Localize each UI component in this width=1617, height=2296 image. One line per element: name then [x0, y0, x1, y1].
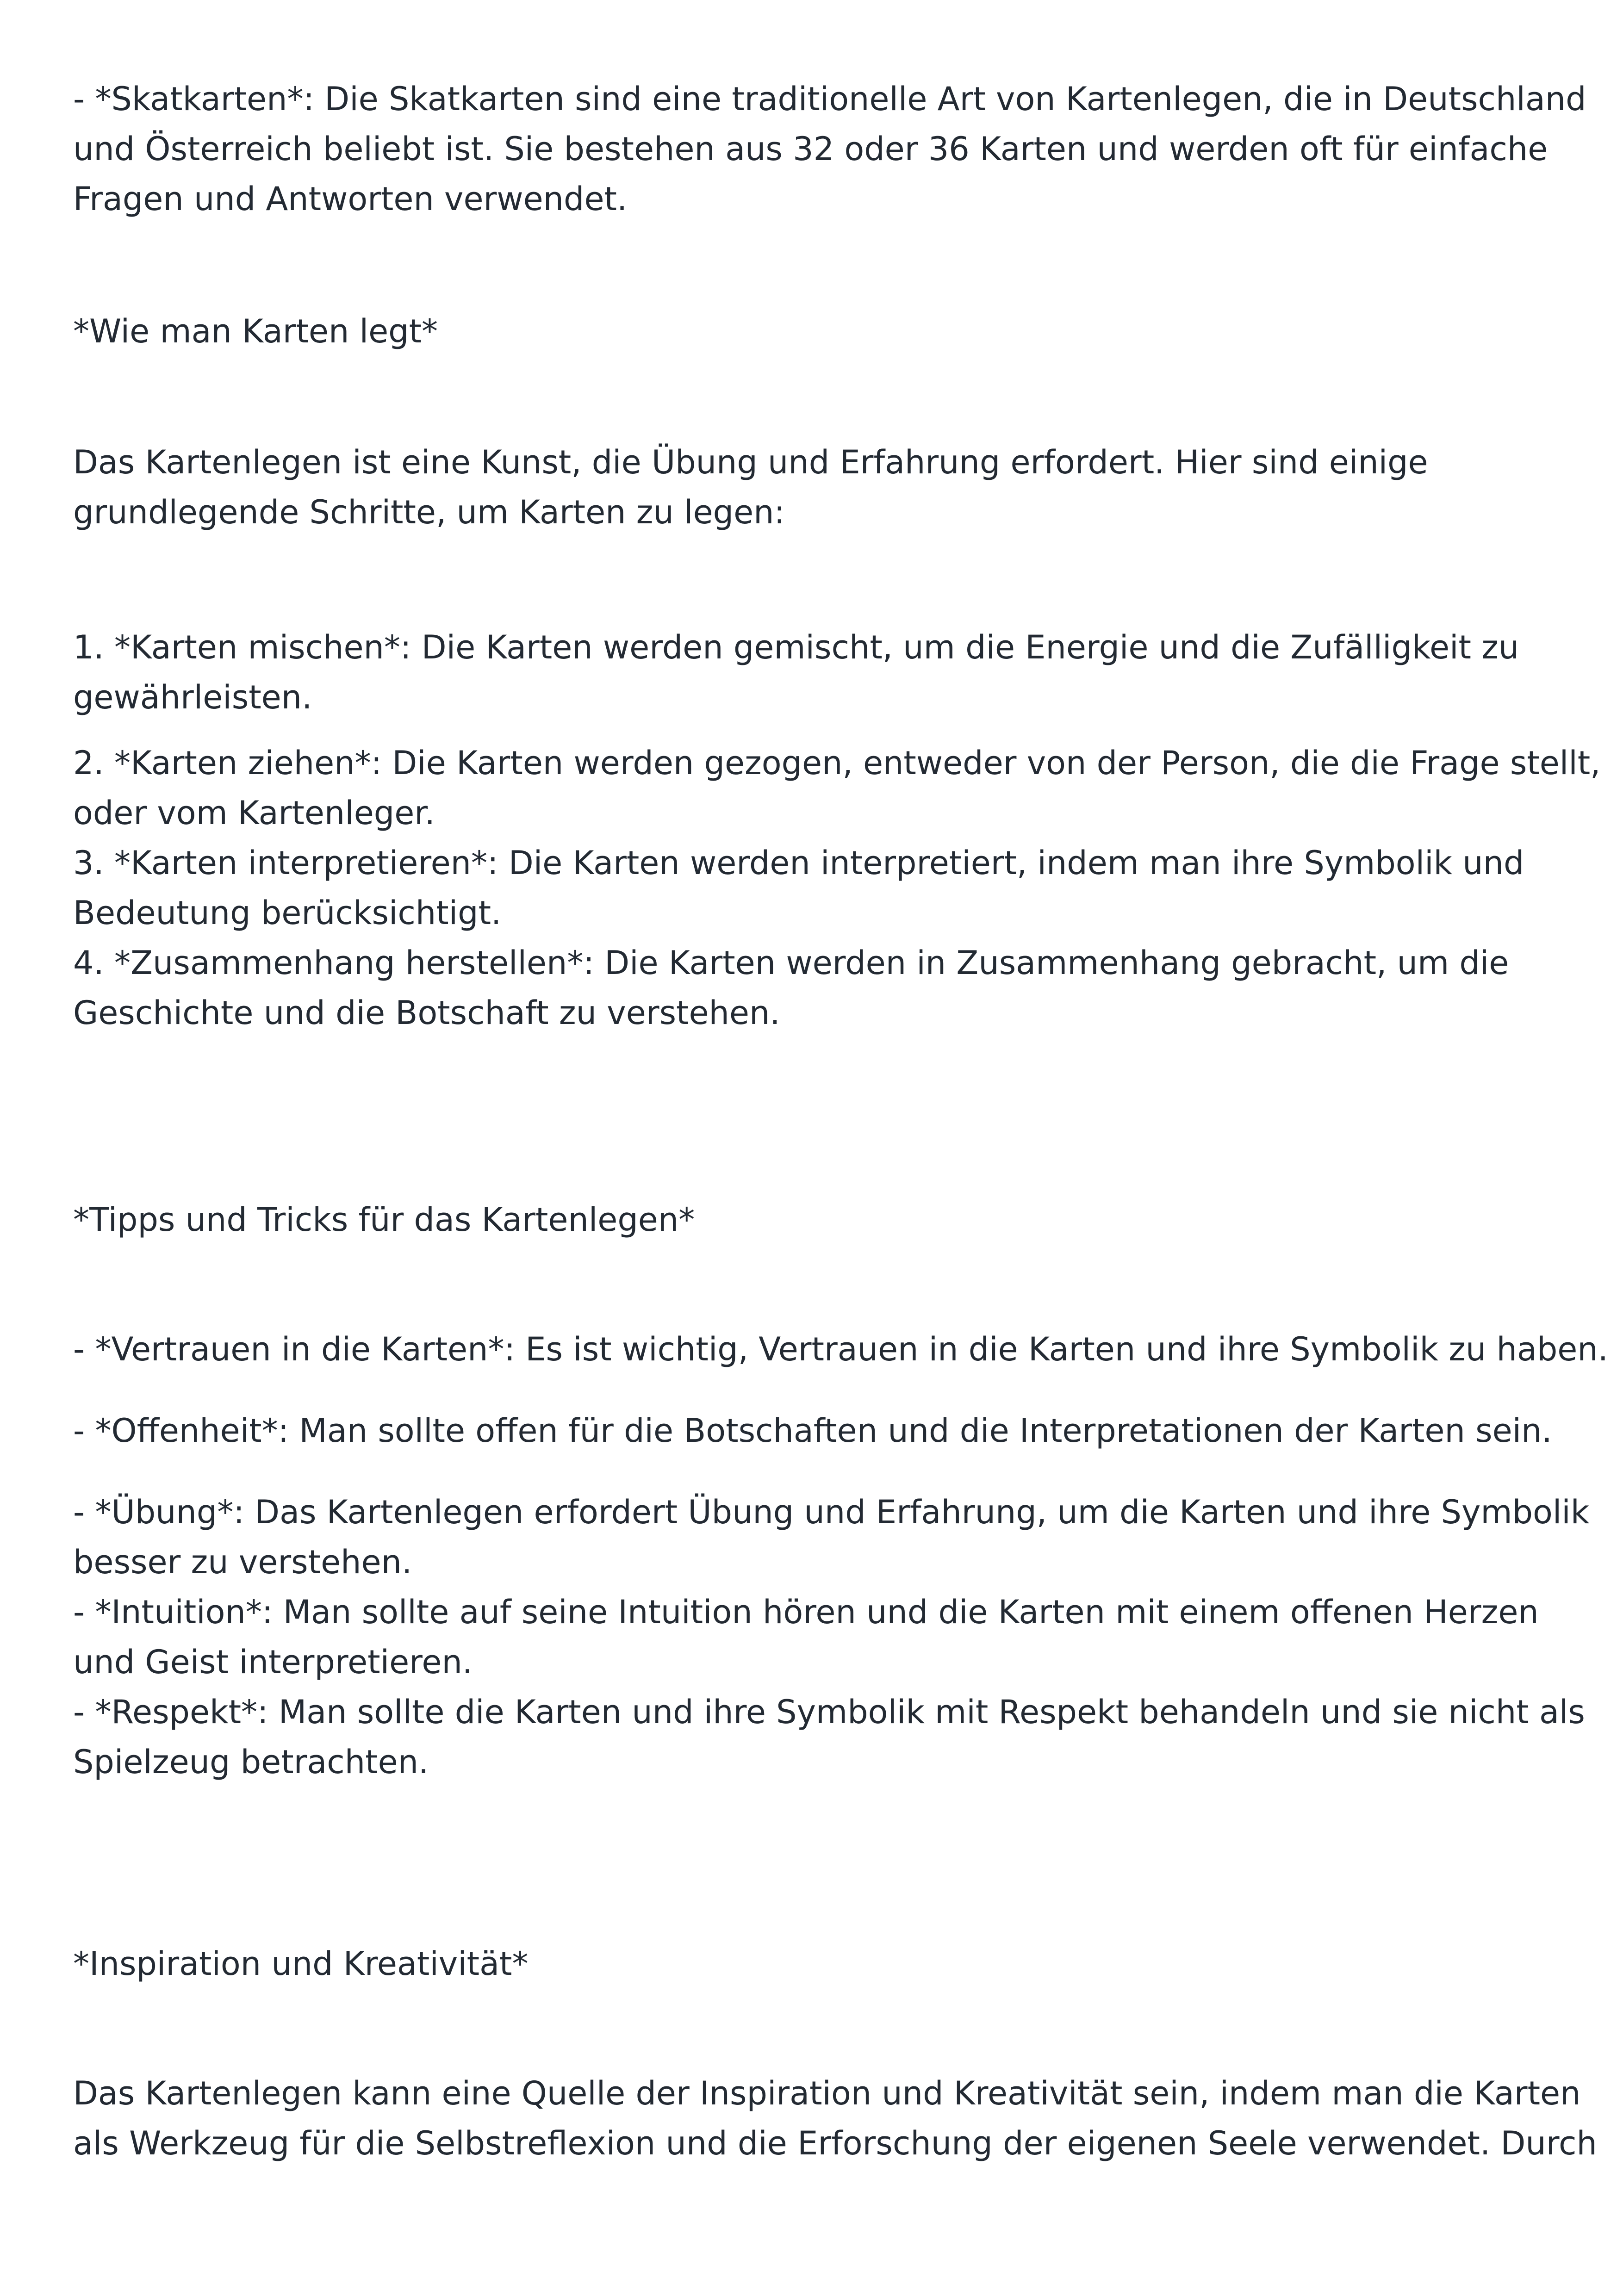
text-line: - *Übung*: Das Kartenlegen erfordert Übung und Erfahrung, um die Karten und ihre Symbolik: [73, 1493, 1590, 1531]
text-line: 3. *Karten interpretieren*: Die Karten werden interpretiert, indem man ihre Symbolik und: [73, 844, 1524, 882]
text-line: gewährleisten.: [73, 678, 312, 716]
text-line: Fragen und Antworten verwendet.: [73, 180, 628, 218]
text-line: Bedeutung berücksichtigt.: [73, 894, 502, 932]
section-heading-inspiration: *Inspiration und Kreativität*: [73, 1945, 529, 1983]
text-line: Spielzeug betrachten.: [73, 1743, 429, 1781]
tip-vertrauen: - *Vertrauen in die Karten*: Es ist wichtig, Vertrauen in die Karten und ihre Symbolik zu haben.: [73, 1330, 1608, 1368]
text-line: Geschichte und die Botschaft zu verstehen.: [73, 994, 780, 1032]
step-1-item: [73, 622, 1554, 722]
text-line: - *Respekt*: Man sollte die Karten und ihre Symbolik mit Respekt behandeln und sie nicht als: [73, 1693, 1585, 1731]
closing-paragraph: [73, 2068, 1597, 2168]
text-line: besser zu verstehen.: [73, 1543, 412, 1581]
skatkarten-paragraph: [73, 74, 1586, 224]
text-line: oder vom Kartenleger.: [73, 794, 435, 832]
tip-offenheit: - *Offenheit*: Man sollte offen für die Botschaften und die Interpretationen der Karten sein.: [73, 1412, 1552, 1450]
intro-paragraph: [73, 437, 1554, 537]
text-line: Das Kartenlegen kann eine Quelle der Inspiration und Kreativität sein, indem man die Karten: [73, 2074, 1581, 2112]
tips-list: [73, 1487, 1590, 1787]
steps-list: [73, 738, 1601, 1038]
text-line: - *Skatkarten*: Die Skatkarten sind eine traditionelle Art von Kartenlegen, die in Deutschland: [73, 80, 1586, 118]
text-line: 2. *Karten ziehen*: Die Karten werden gezogen, entweder von der Person, die die Frage stellt,: [73, 744, 1601, 782]
section-heading-karten-legen: *Wie man Karten legt*: [73, 312, 438, 350]
text-line: 4. *Zusammenhang herstellen*: Die Karten werden in Zusammenhang gebracht, um die: [73, 944, 1509, 982]
text-line: Das Kartenlegen ist eine Kunst, die Übung und Erfahrung erfordert. Hier sind einige: [73, 443, 1428, 481]
text-line: und Geist interpretieren.: [73, 1643, 473, 1681]
text-line: - *Intuition*: Man sollte auf seine Intuition hören und die Karten mit einem offenen Herzen: [73, 1593, 1539, 1631]
text-line: 1. *Karten mischen*: Die Karten werden gemischt, um die Energie und die Zufälligkeit zu: [73, 628, 1519, 666]
text-line: und Österreich beliebt ist. Sie bestehen aus 32 oder 36 Karten und werden oft für einfache: [73, 130, 1548, 168]
section-heading-tipps: *Tipps und Tricks für das Kartenlegen*: [73, 1201, 695, 1239]
text-line: grundlegende Schritte, um Karten zu legen:: [73, 493, 785, 531]
text-line: als Werkzeug für die Selbstreflexion und die Erforschung der eigenen Seele verwendet. Durch: [73, 2124, 1597, 2162]
